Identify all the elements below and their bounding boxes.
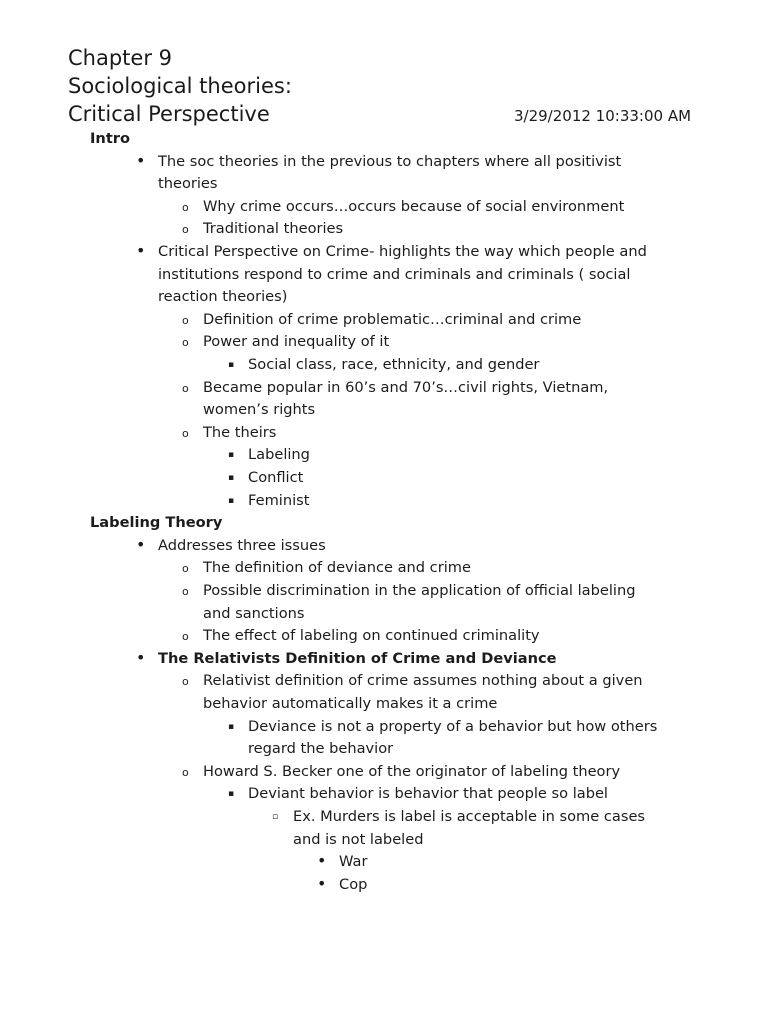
disc-bullet-icon: • [317, 851, 327, 871]
chapter-heading: Chapter 9 [68, 46, 172, 70]
circle-bullet-icon: o [182, 313, 189, 327]
outline-line: Relativist definition of crime assumes nothing about a given [203, 672, 643, 690]
outline-line: The effect of labeling on continued criminality [203, 627, 540, 645]
outline-line: Cop [339, 875, 368, 893]
circle-bullet-icon: o [182, 381, 189, 395]
outline-line: Definition of crime problematic…criminal and crime [203, 310, 582, 328]
disc-bullet-icon: • [136, 534, 146, 554]
outline-line: War [339, 853, 368, 871]
outline-line: and sanctions [203, 604, 305, 622]
outline-line: behavior automatically makes it a crime [203, 695, 498, 712]
circle-bullet-icon: o [182, 630, 189, 644]
square-bullet-icon: ▪ [228, 721, 235, 732]
outline-line: Conflict [248, 469, 304, 486]
circle-bullet-icon: o [182, 426, 189, 440]
outline-line: Traditional theories [203, 220, 344, 238]
outline-line: Power and inequality of it [203, 333, 390, 351]
square-bullet-icon: ▪ [228, 473, 235, 483]
outline-line: Howard S. Becker one of the originator of labeling theory [203, 762, 621, 780]
circle-bullet-icon: o [182, 336, 189, 350]
outline-line: Social class, race, ethnicity, and gender [248, 356, 540, 373]
disc-bullet-icon: • [136, 150, 146, 170]
outline-line: Why crime occurs…occurs because of social environment [203, 197, 625, 215]
disc-bullet-icon: • [136, 241, 146, 260]
square-bullet-icon: ▪ [228, 495, 235, 506]
square-bullet-icon: ▪ [228, 450, 235, 461]
circle-bullet-icon: o [182, 223, 189, 237]
outline-line: reaction theories) [158, 288, 288, 306]
outline-line: The definition of deviance and crime [203, 559, 471, 577]
disc-bullet-icon: • [136, 647, 146, 667]
outline-line: The soc theories in the previous to chapters where all positivist [158, 152, 622, 170]
title-line: Sociological theories: [68, 74, 292, 98]
circle-bullet-icon: o [182, 200, 189, 214]
square-bullet-icon: ▪ [228, 789, 235, 800]
section-heading: Labeling Theory [90, 514, 223, 532]
circle-bullet-icon: o [182, 765, 189, 779]
outline-line: Deviance is not a property of a behavior but how others [248, 717, 658, 735]
outline-line: Feminist [248, 491, 310, 509]
outline-line: Critical Perspective on Crime- highlights the way which people and [158, 243, 647, 260]
section-heading: Intro [90, 130, 131, 147]
outline-line: Deviant behavior is behavior that people so label [248, 785, 608, 803]
outline-line: Addresses three issues [158, 536, 326, 554]
outline-line: The Relativists Definition of Crime and Deviance [158, 649, 557, 667]
outline-line: and is not labeled [293, 830, 424, 848]
outline-line: Possible discrimination in the application of official labeling [203, 582, 636, 599]
timestamp: 3/29/2012 10:33:00 AM [514, 107, 692, 125]
outline-line: Became popular in 60’s and 70’s…civil rights, Vietnam, [203, 378, 609, 396]
outline-line: institutions respond to crime and criminals and criminals ( social [158, 265, 631, 283]
outline-line: theories [158, 175, 218, 193]
outline-line: Ex. Murders is label is acceptable in some cases [293, 808, 646, 825]
outline-line: The theirs [203, 423, 277, 441]
outline-line: women’s rights [203, 401, 316, 419]
disc-bullet-icon: • [317, 873, 327, 893]
circle-bullet-icon: o [182, 585, 189, 598]
outline-line: regard the behavior [248, 740, 394, 758]
circle-bullet-icon: o [182, 562, 189, 576]
circle-bullet-icon: o [182, 675, 189, 689]
title-line: Critical Perspective [68, 102, 270, 126]
small-square-bullet-icon: ▫ [272, 812, 279, 822]
outline-line: Labeling [248, 446, 310, 464]
square-bullet-icon: ▪ [228, 360, 235, 370]
